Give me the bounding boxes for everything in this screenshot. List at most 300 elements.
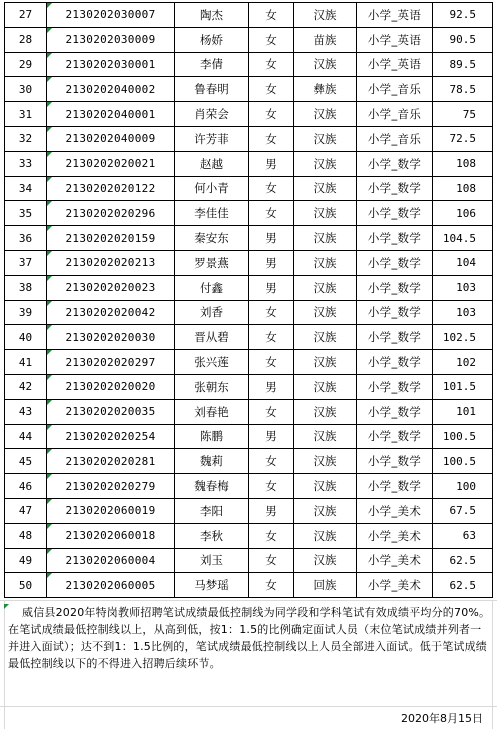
ethnicity-cell-text: 汉族 — [313, 479, 337, 494]
row-number-cell-text: 47 — [18, 504, 33, 518]
row-number-cell[interactable] — [5, 350, 47, 375]
subject-cell[interactable] — [357, 27, 433, 52]
exam-id-cell[interactable] — [47, 399, 175, 424]
score-cell[interactable] — [433, 3, 493, 28]
table-row — [5, 151, 493, 176]
exam-id-cell[interactable] — [47, 52, 175, 77]
name-cell[interactable] — [175, 250, 249, 275]
subject-cell-text: 小学_数学 — [367, 330, 422, 345]
score-cell-text: 78.5 — [449, 82, 476, 96]
row-number-cell-text: 38 — [18, 281, 33, 295]
score-cell[interactable] — [433, 573, 493, 598]
score-cell[interactable] — [433, 77, 493, 102]
gender-cell-text: 男 — [265, 379, 277, 394]
score-cell[interactable] — [433, 399, 493, 424]
subject-cell-text: 小学_数学 — [367, 231, 422, 246]
row-number-cell[interactable] — [5, 573, 47, 598]
row-number-cell[interactable] — [5, 498, 47, 523]
subject-cell-text: 小学_美术 — [367, 503, 422, 518]
score-cell-text: 102 — [456, 355, 476, 369]
ethnicity-cell[interactable] — [294, 250, 357, 275]
ethnicity-cell-text: 汉族 — [313, 255, 337, 270]
exam-id-cell[interactable] — [47, 176, 175, 201]
exam-id-cell-text: 2130202030001 — [65, 57, 156, 71]
name-cell[interactable] — [175, 523, 249, 548]
exam-id-cell[interactable] — [47, 250, 175, 275]
gender-cell[interactable] — [249, 424, 294, 449]
subject-cell[interactable] — [357, 399, 433, 424]
subject-cell[interactable] — [357, 250, 433, 275]
score-cell[interactable] — [433, 474, 493, 499]
name-cell-text: 晋从碧 — [194, 330, 229, 345]
exam-id-cell-text: 2130202040002 — [65, 82, 156, 96]
row-number-cell[interactable] — [5, 3, 47, 28]
exam-id-cell[interactable] — [47, 27, 175, 52]
subject-cell-text: 小学_美术 — [367, 553, 422, 568]
row-number-cell-text: 37 — [18, 256, 33, 270]
score-cell[interactable] — [433, 300, 493, 325]
note-paragraph[interactable] — [4, 604, 492, 672]
exam-id-cell[interactable] — [47, 3, 175, 28]
gender-cell-text: 女 — [265, 553, 277, 568]
gender-cell[interactable] — [249, 399, 294, 424]
date-label[interactable]: 2020年8月15日 — [401, 712, 483, 725]
ethnicity-cell-text: 汉族 — [313, 330, 337, 345]
name-cell[interactable] — [175, 52, 249, 77]
ethnicity-cell[interactable] — [294, 325, 357, 350]
row-number-cell[interactable] — [5, 399, 47, 424]
row-number-cell[interactable] — [5, 27, 47, 52]
subject-cell[interactable] — [357, 3, 433, 28]
table-row — [5, 126, 493, 151]
ethnicity-cell[interactable] — [294, 275, 357, 300]
score-cell-text: 104 — [456, 256, 476, 270]
subject-cell[interactable] — [357, 573, 433, 598]
exam-id-cell[interactable] — [47, 474, 175, 499]
row-number-cell[interactable] — [5, 226, 47, 251]
exam-id-cell[interactable] — [47, 523, 175, 548]
row-number-cell-text: 31 — [18, 107, 33, 121]
gender-cell[interactable] — [249, 226, 294, 251]
gender-cell-text: 男 — [265, 231, 277, 246]
text-format-marker-icon — [47, 127, 52, 132]
ethnicity-cell[interactable] — [294, 77, 357, 102]
ethnicity-cell[interactable] — [294, 151, 357, 176]
exam-id-cell[interactable] — [47, 374, 175, 399]
text-format-marker-icon — [47, 53, 52, 58]
subject-cell-text: 小学_数学 — [367, 355, 422, 370]
exam-id-cell[interactable] — [47, 548, 175, 573]
ethnicity-cell[interactable] — [294, 52, 357, 77]
row-number-cell-text: 40 — [18, 330, 33, 344]
ethnicity-cell-text: 汉族 — [313, 131, 337, 146]
subject-cell[interactable] — [357, 126, 433, 151]
table-row — [5, 399, 493, 424]
ethnicity-cell-text: 汉族 — [313, 231, 337, 246]
gender-cell-text: 女 — [265, 82, 277, 97]
name-cell[interactable] — [175, 325, 249, 350]
table-row — [5, 201, 493, 226]
score-cell-text: 62.5 — [449, 553, 476, 567]
score-cell-text: 100.5 — [442, 454, 476, 468]
gender-cell[interactable] — [249, 523, 294, 548]
text-format-marker-icon — [47, 474, 52, 479]
score-cell[interactable] — [433, 449, 493, 474]
exam-id-cell[interactable] — [47, 77, 175, 102]
table-row — [5, 300, 493, 325]
score-cell[interactable] — [433, 102, 493, 127]
name-cell[interactable] — [175, 399, 249, 424]
name-cell-text: 罗景燕 — [194, 255, 229, 270]
table-row — [5, 350, 493, 375]
gender-cell-text: 男 — [265, 156, 277, 171]
row-number-cell-text: 41 — [18, 355, 33, 369]
gender-cell-text: 女 — [265, 305, 277, 320]
subject-cell-text: 小学_数学 — [367, 255, 422, 270]
score-cell[interactable] — [433, 424, 493, 449]
text-format-marker-icon — [47, 350, 52, 355]
score-table — [4, 2, 493, 598]
name-cell[interactable] — [175, 350, 249, 375]
gender-cell[interactable] — [249, 151, 294, 176]
exam-id-cell[interactable] — [47, 325, 175, 350]
score-cell[interactable] — [433, 151, 493, 176]
row-number-cell-text: 49 — [18, 553, 33, 567]
text-format-marker-icon — [47, 152, 52, 157]
row-number-cell[interactable] — [5, 102, 47, 127]
text-format-marker-icon — [47, 449, 52, 454]
table-row — [5, 102, 493, 127]
table-row — [5, 523, 493, 548]
ethnicity-cell-text: 汉族 — [313, 280, 337, 295]
gender-cell[interactable] — [249, 52, 294, 77]
row-number-cell[interactable] — [5, 474, 47, 499]
score-cell[interactable] — [433, 201, 493, 226]
subject-cell[interactable] — [357, 176, 433, 201]
ethnicity-cell-text: 汉族 — [313, 355, 337, 370]
ethnicity-cell[interactable] — [294, 424, 357, 449]
ethnicity-cell-text: 汉族 — [313, 206, 337, 221]
subject-cell[interactable] — [357, 548, 433, 573]
subject-cell-text: 小学_美术 — [367, 578, 422, 593]
subject-cell[interactable] — [357, 449, 433, 474]
gender-cell[interactable] — [249, 474, 294, 499]
row-number-cell-text: 33 — [18, 157, 33, 171]
subject-cell[interactable] — [357, 226, 433, 251]
ethnicity-cell[interactable] — [294, 126, 357, 151]
ethnicity-cell[interactable] — [294, 449, 357, 474]
subject-cell[interactable] — [357, 523, 433, 548]
name-cell[interactable] — [175, 226, 249, 251]
ethnicity-cell[interactable] — [294, 27, 357, 52]
exam-id-cell[interactable] — [47, 151, 175, 176]
ethnicity-cell[interactable] — [294, 300, 357, 325]
exam-id-cell[interactable] — [47, 449, 175, 474]
exam-id-cell[interactable] — [47, 226, 175, 251]
name-cell-text: 李秋 — [200, 528, 223, 543]
score-cell-text: 67.5 — [449, 504, 476, 518]
name-cell[interactable] — [175, 424, 249, 449]
name-cell[interactable] — [175, 3, 249, 28]
text-format-marker-icon — [47, 201, 52, 206]
subject-cell-text: 小学_数学 — [367, 454, 422, 469]
row-number-cell[interactable] — [5, 250, 47, 275]
score-cell-text: 101.5 — [442, 380, 476, 394]
subject-cell[interactable] — [357, 300, 433, 325]
name-cell-text: 魏春梅 — [194, 479, 229, 494]
ethnicity-cell[interactable] — [294, 201, 357, 226]
exam-id-cell-text: 2130202020279 — [65, 479, 156, 493]
ethnicity-cell[interactable] — [294, 176, 357, 201]
gender-cell[interactable] — [249, 300, 294, 325]
row-number-cell[interactable] — [5, 77, 47, 102]
name-cell[interactable] — [175, 548, 249, 573]
gender-cell[interactable] — [249, 27, 294, 52]
score-cell[interactable] — [433, 325, 493, 350]
name-cell[interactable] — [175, 151, 249, 176]
subject-cell[interactable] — [357, 350, 433, 375]
ethnicity-cell-text: 汉族 — [313, 454, 337, 469]
exam-id-cell[interactable] — [47, 300, 175, 325]
exam-id-cell-text: 2130202020281 — [65, 454, 156, 468]
gender-cell[interactable] — [249, 374, 294, 399]
score-cell-text: 89.5 — [449, 57, 476, 71]
subject-cell[interactable] — [357, 374, 433, 399]
name-cell[interactable] — [175, 573, 249, 598]
gender-cell[interactable] — [249, 573, 294, 598]
subject-cell[interactable] — [357, 77, 433, 102]
score-cell[interactable] — [433, 374, 493, 399]
table-row — [5, 250, 493, 275]
subject-cell[interactable] — [357, 325, 433, 350]
row-number-cell-text: 27 — [18, 8, 33, 22]
gender-cell-text: 女 — [265, 454, 277, 469]
gender-cell-text: 男 — [265, 280, 277, 295]
row-number-cell[interactable] — [5, 52, 47, 77]
row-number-cell-text: 50 — [18, 578, 33, 592]
table-row — [5, 176, 493, 201]
text-format-marker-icon — [47, 276, 52, 281]
text-format-marker-icon — [47, 177, 52, 182]
score-cell[interactable] — [433, 176, 493, 201]
subject-cell-text: 小学_音乐 — [367, 107, 422, 122]
subject-cell[interactable] — [357, 275, 433, 300]
exam-id-cell-text: 2130202020159 — [65, 231, 156, 245]
table-row — [5, 226, 493, 251]
exam-id-cell[interactable] — [47, 126, 175, 151]
score-cell-text: 102.5 — [442, 330, 476, 344]
score-cell-text: 62.5 — [449, 578, 476, 592]
text-format-marker-icon — [47, 102, 52, 107]
ethnicity-cell[interactable] — [294, 374, 357, 399]
gender-cell[interactable] — [249, 350, 294, 375]
ethnicity-cell-text: 汉族 — [313, 181, 337, 196]
name-cell[interactable] — [175, 449, 249, 474]
gender-cell[interactable] — [249, 77, 294, 102]
subject-cell[interactable] — [357, 424, 433, 449]
row-number-cell-text: 48 — [18, 529, 33, 543]
ethnicity-cell[interactable] — [294, 102, 357, 127]
exam-id-cell[interactable] — [47, 424, 175, 449]
gender-cell[interactable] — [249, 325, 294, 350]
name-cell[interactable] — [175, 300, 249, 325]
table-row — [5, 27, 493, 52]
ethnicity-cell-text: 汉族 — [313, 429, 337, 444]
score-cell[interactable] — [433, 275, 493, 300]
text-format-marker-icon — [47, 325, 52, 330]
ethnicity-cell[interactable] — [294, 226, 357, 251]
name-cell-text: 赵越 — [200, 156, 223, 171]
row-number-cell[interactable] — [5, 275, 47, 300]
ethnicity-cell[interactable] — [294, 498, 357, 523]
gender-cell[interactable] — [249, 201, 294, 226]
gender-cell-text: 男 — [265, 255, 277, 270]
ethnicity-cell[interactable] — [294, 3, 357, 28]
table-row — [5, 449, 493, 474]
score-cell[interactable] — [433, 523, 493, 548]
name-cell-text: 刘香 — [200, 305, 223, 320]
row-number-cell[interactable] — [5, 449, 47, 474]
name-cell[interactable] — [175, 27, 249, 52]
name-cell[interactable] — [175, 374, 249, 399]
exam-id-cell[interactable] — [47, 275, 175, 300]
exam-id-cell[interactable] — [47, 350, 175, 375]
ethnicity-cell[interactable] — [294, 350, 357, 375]
score-cell[interactable] — [433, 27, 493, 52]
gender-cell[interactable] — [249, 548, 294, 573]
score-cell[interactable] — [433, 226, 493, 251]
ethnicity-cell-text: 汉族 — [313, 404, 337, 419]
ethnicity-cell[interactable] — [294, 399, 357, 424]
ethnicity-cell[interactable] — [294, 548, 357, 573]
score-cell-text: 72.5 — [449, 132, 476, 146]
score-cell-text: 108 — [456, 181, 476, 195]
name-cell[interactable] — [175, 474, 249, 499]
exam-id-cell[interactable] — [47, 498, 175, 523]
name-cell-text: 鲁春明 — [194, 82, 229, 97]
subject-cell-text: 小学_数学 — [367, 479, 422, 494]
subject-cell[interactable] — [357, 151, 433, 176]
gender-cell[interactable] — [249, 176, 294, 201]
exam-id-cell-text: 2130202020021 — [65, 157, 156, 171]
score-cell[interactable] — [433, 498, 493, 523]
row-number-cell[interactable] — [5, 300, 47, 325]
exam-id-cell-text: 2130202030009 — [65, 33, 156, 47]
row-number-cell[interactable] — [5, 126, 47, 151]
exam-id-cell-text: 2130202040009 — [65, 132, 156, 146]
row-number-cell-text: 28 — [18, 33, 33, 47]
row-number-cell[interactable] — [5, 523, 47, 548]
text-format-marker-icon — [47, 499, 52, 504]
score-cell-text: 104.5 — [442, 231, 476, 245]
subject-cell[interactable] — [357, 498, 433, 523]
row-number-cell[interactable] — [5, 151, 47, 176]
gender-cell-text: 女 — [265, 181, 277, 196]
score-cell[interactable] — [433, 548, 493, 573]
name-cell[interactable] — [175, 275, 249, 300]
gender-cell[interactable] — [249, 275, 294, 300]
exam-id-cell[interactable] — [47, 102, 175, 127]
gender-cell-text: 女 — [265, 131, 277, 146]
score-cell-text: 101 — [456, 405, 476, 419]
exam-id-cell-text: 2130202020035 — [65, 405, 156, 419]
row-number-cell-text: 45 — [18, 454, 33, 468]
exam-id-cell-text: 2130202020254 — [65, 429, 156, 443]
row-number-cell[interactable] — [5, 374, 47, 399]
subject-cell[interactable] — [357, 201, 433, 226]
gender-cell[interactable] — [249, 498, 294, 523]
table-row — [5, 325, 493, 350]
ethnicity-cell-text: 彝族 — [313, 82, 337, 97]
ethnicity-cell-text: 苗族 — [313, 32, 337, 47]
table-row — [5, 573, 493, 598]
score-cell-text: 103 — [456, 305, 476, 319]
name-cell[interactable] — [175, 126, 249, 151]
table-row — [5, 52, 493, 77]
subject-cell[interactable] — [357, 52, 433, 77]
name-cell-text: 李倩 — [200, 57, 223, 72]
exam-id-cell[interactable] — [47, 573, 175, 598]
text-format-marker-icon — [47, 524, 52, 529]
row-number-cell[interactable] — [5, 176, 47, 201]
name-cell[interactable] — [175, 102, 249, 127]
exam-id-cell[interactable] — [47, 201, 175, 226]
name-cell-text: 张朝东 — [194, 379, 229, 394]
gender-cell[interactable] — [249, 102, 294, 127]
name-cell[interactable] — [175, 201, 249, 226]
name-cell[interactable] — [175, 498, 249, 523]
subject-cell-text: 小学_英语 — [367, 57, 422, 72]
row-number-cell[interactable] — [5, 325, 47, 350]
score-cell[interactable] — [433, 52, 493, 77]
name-cell-text: 陶杰 — [200, 7, 223, 22]
ethnicity-cell[interactable] — [294, 474, 357, 499]
subject-cell-text: 小学_英语 — [367, 32, 422, 47]
subject-cell[interactable] — [357, 102, 433, 127]
name-cell[interactable] — [175, 77, 249, 102]
ethnicity-cell-text: 汉族 — [313, 379, 337, 394]
ethnicity-cell-text: 汉族 — [313, 528, 337, 543]
score-cell[interactable] — [433, 250, 493, 275]
ethnicity-cell-text: 汉族 — [313, 57, 337, 72]
gender-cell[interactable] — [249, 126, 294, 151]
gender-cell-text: 女 — [265, 7, 277, 22]
row-number-cell[interactable] — [5, 201, 47, 226]
row-number-cell[interactable] — [5, 424, 47, 449]
row-number-cell[interactable] — [5, 548, 47, 573]
name-cell-text: 秦安东 — [194, 231, 229, 246]
gender-cell[interactable] — [249, 250, 294, 275]
text-format-marker-icon — [47, 573, 52, 578]
score-cell[interactable] — [433, 126, 493, 151]
exam-id-cell-text: 2130202060018 — [65, 529, 156, 543]
table-row — [5, 374, 493, 399]
score-cell-text: 100 — [456, 479, 476, 493]
score-cell-text: 90.5 — [449, 33, 476, 47]
gender-cell[interactable] — [249, 3, 294, 28]
score-cell[interactable] — [433, 350, 493, 375]
name-cell-text: 马梦瑶 — [194, 578, 229, 593]
gender-cell-text: 女 — [265, 404, 277, 419]
gender-cell[interactable] — [249, 449, 294, 474]
subject-cell[interactable] — [357, 474, 433, 499]
exam-id-cell-text: 2130202020030 — [65, 330, 156, 344]
name-cell[interactable] — [175, 176, 249, 201]
ethnicity-cell[interactable] — [294, 523, 357, 548]
subject-cell-text: 小学_数学 — [367, 206, 422, 221]
ethnicity-cell-text: 汉族 — [313, 107, 337, 122]
ethnicity-cell[interactable] — [294, 573, 357, 598]
